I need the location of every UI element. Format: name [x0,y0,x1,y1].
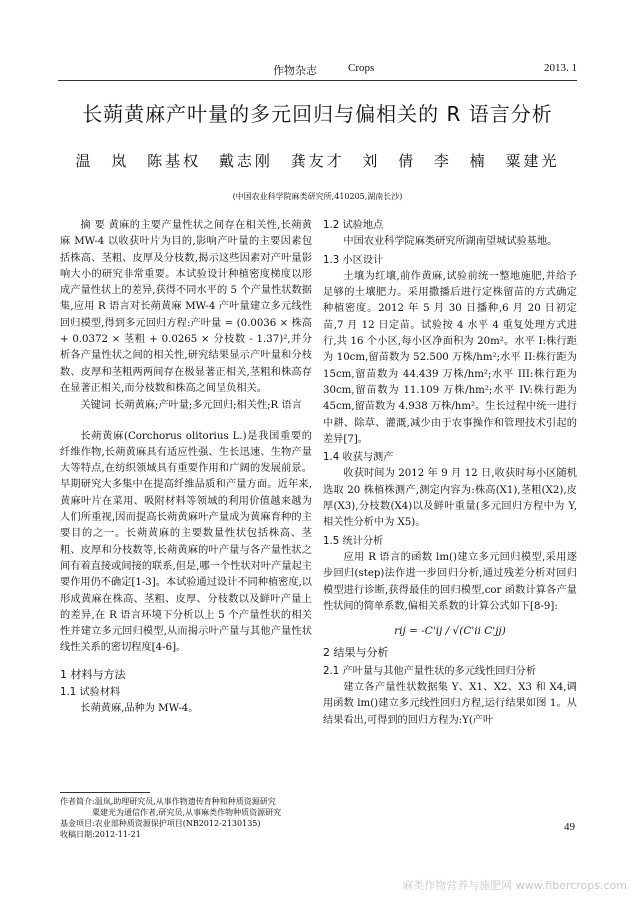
header-rule [58,80,577,81]
section-1-1-heading: 1.1 试验材料 [60,687,121,699]
keywords: 关键词 长蒴黄麻;产叶量;多元回归;相关性;R 语言 [80,400,302,412]
section-1-3-text: 土壤为红壤,前作黄麻,试验前统一整地施肥,并给予足够的土壤肥力。采用撒播后进行定株留苗的方式确定种植密度。2012 年 5 月 30 日播种,6 月 20 日初定苗,7 月 12 日定苗。试验按 4 水平 4 重复处理方式进行,共 16 个小区,每小区净面积为 20m²。水平 I:株行距为 10cm,留苗数为 52.500 万株/hm²;水平 II:株行距为 15cm,留苗数为 44.439 万株/hm²;水平 III:株行距为 30cm,留苗数为 11.109 万株/hm²;水平 IV:株行距为 45cm,留苗数为 4.938 万株/hm²。生长过程中统一进行中耕、除草、灌溉,减少由于农事操作和管理技术引起的差异[7]。 [323,270,577,445]
paper-title: 长蒴黄麻产叶量的多元回归与偏相关的 R 语言分析 [82,102,553,126]
abstract: 摘 要 黄麻的主要产量性状之间存在相关性,长蒴黄麻 MW-4 以收获叶片为目的,影响产叶量的主要因素包括株高、茎粗、皮厚及分枝数,揭示这些因素对产叶量影响大小的研究非常重要。本试验设计种植密度梯度以形成产量性状上的差异,获得不同水平的 5 个产量性状数据集,应用 R 语言对长蒴黄麻 MW-4 产叶量建立多元线性回归模型,得到多元回归方程:产叶量 = (0.0036 × 株高 + 0.0372 × 茎粗 + 0.0265 × 分枝数 - 1.37)²,并分析各产量性状之间的相关性,研究结果显示产叶量和分枝数、皮厚和茎粗两两间存在极显著正相关,茎粗和株高存在显著正相关,而分枝数和株高之间呈负相关。 [60,220,312,394]
section-1-5-heading: 1.5 统计分析 [323,535,384,547]
watermark: 麻类作物营养与施肥网 www.fibercrops.com [402,879,627,892]
left-column [60,218,312,718]
footnote-corresponding: 粟建光为通信作者,研究员,从事麻类作物种质资源研究 [92,808,282,817]
footnote-received-date: 收稿日期:2012-11-21 [60,830,141,839]
affiliation: (中国农业科学院麻类研究所,410205,湖南长沙) [232,192,403,201]
section-1-1-text: 长蒴黄麻,品种为 MW-4。 [80,703,199,715]
issue-number: 2013. 1 [544,62,577,74]
section-1-4-text: 收获时间为 2012 年 9 月 12 日,收获时每小区随机选取 20 株植株测产,测定内容为:株高(X1),茎粗(X2),皮厚(X3),分枝数(X4)以及鲜叶重量(多元回归方程中为 Y,相关性分析中为 X5)。 [323,468,577,529]
page-number: 49 [564,821,575,833]
footnote-funding: 基金项目:农业部种质资源保护项目(NB2012-2130135) [60,819,261,828]
journal-name: 作物杂志 [273,64,317,77]
intro-paragraph: 长蒴黄麻(Corchorus olitorius L.)是我国重要的纤维作物,长蒴黄麻具有适应性强、生长迅速、生物产量大等特点,在纺织领域具有重要作用和广阔的发展前景。早期研究大多集中在提高纤维品质和产量方面。近年来,黄麻叶片在菜用、吸附材料等领域的利用价值越来越为人们所重视,因而提高长蒴黄麻叶产量成为黄麻育种的主要目的之一。长蒴黄麻的主要数量性状包括株高、茎粗、皮厚和分枝数等,长蒴黄麻的叶产量与各产量性状之间有着直接或间接的联系,但是,哪一个性状对叶产量起主要作用仍不确定[1-3]。本试验通过设计不同种植密度,以形成黄麻在株高、茎粗、皮厚、分枝数以及鲜叶产量上的差异,在 R 语言环境下分析以上 5 个产量性状的相关性并建立多元回归模型,从而揭示叶产量与其他产量性状线性关系的密切程度[4-6]。 [60,430,312,654]
footnote-author-info: 作者简介:温岚,助理研究员,从事作物遗传育种和种质资源研究 [60,797,276,806]
author-list: 温 岚 陈基权 戴志刚 龚友才 刘 倩 李 楠 粟建光 [75,152,560,170]
section-2-1-text: 建立各产量性状数据集 Y、X1、X2、X3 和 X4,调用函数 lm()建立多元线性回归方程,运行结果如图 1。从结果看出,可得到的回归方程为:Y(产叶 [323,682,577,726]
section-1-heading: 1 材料与方法 [60,667,126,681]
partial-correlation-formula: rij = -C'ij / √(C'ii C'jj) [394,625,506,638]
section-2-heading: 2 结果与分析 [323,646,389,660]
section-1-2-text: 中国农业科学院麻类研究所湖南望城试验基地。 [343,236,558,248]
section-1-5-text: 应用 R 语言的函数 lm()建立多元回归模型,采用逐步回归(step)法作进一步回归分析,通过残差分析对回归模型进行诊断,获得最佳的回归模型,cor 函数计算各产量性状间的简单系数,偏相关系数的计算公式如下[8-9]: [323,551,577,612]
footnote [60,796,320,840]
section-1-4-heading: 1.4 收获与测产 [323,452,394,464]
journal-name-en: Crops [348,62,375,74]
running-header [58,62,577,78]
section-1-3-heading: 1.3 小区设计 [323,254,384,266]
footnote-rule [60,792,150,793]
right-column [323,218,577,729]
section-2-1-heading: 2.1 产叶量与其他产量性状的多元线性回归分析 [323,665,537,677]
section-1-2-heading: 1.2 试验地点 [323,220,384,231]
